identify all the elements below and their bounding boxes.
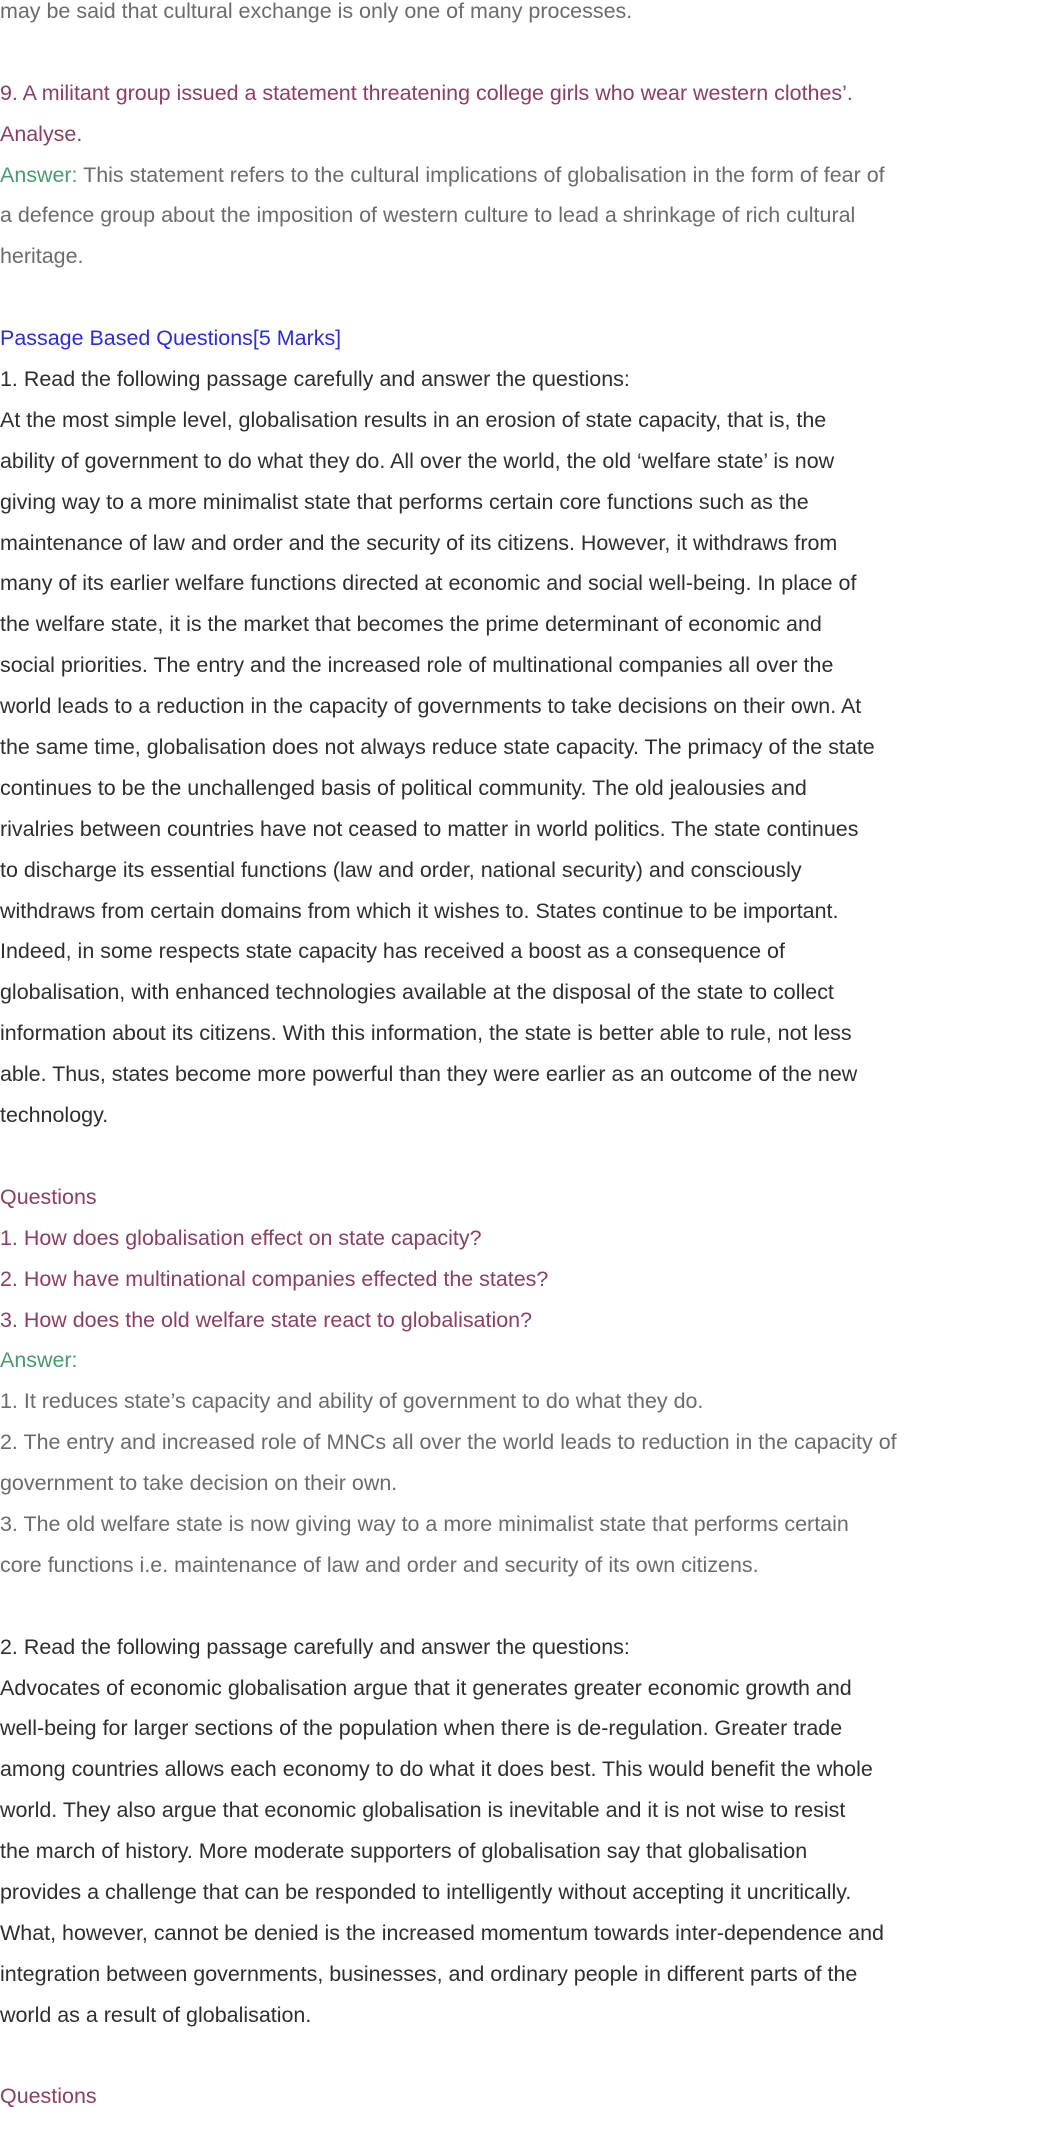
line-text: ability of government to do what they do. All over the world, the old ‘welfare state’ is now	[0, 448, 835, 473]
line-text: many of its earlier welfare functions directed at economic and social well-being. In place of	[0, 571, 857, 596]
text-line	[0, 1545, 1054, 1586]
text-line	[0, 1872, 1054, 1913]
text-line	[0, 236, 1054, 277]
line-text: among countries allows each economy to do what it does best. This would benefit the whole	[0, 1757, 873, 1782]
text-line	[0, 891, 1054, 932]
line-text: 1. How does globalisation effect on state capacity?	[0, 1225, 482, 1250]
line-text: 2. The entry and increased role of MNCs all over the world leads to reduction in the capacity of	[0, 1430, 897, 1455]
line-text: This statement refers to the cultural implications of globalisation in the form of fear of	[77, 162, 885, 187]
line-text: the same time, globalisation does not always reduce state capacity. The primacy of the state	[0, 735, 875, 760]
text-line	[0, 1668, 1054, 1709]
line-text: Indeed, in some respects state capacity has received a boost as a consequence of	[0, 939, 785, 964]
line-text: technology.	[0, 1103, 109, 1128]
line-text: Answer:	[0, 1348, 78, 1373]
line-text: information about its citizens. With this information, the state is better able to rule, not less	[0, 1021, 852, 1046]
text-line	[0, 195, 1054, 236]
line-text: 1. It reduces state’s capacity and ability of government to do what they do.	[0, 1389, 704, 1414]
line-text: may be said that cultural exchange is only one of many processes.	[0, 0, 633, 23]
passage-1-questions	[0, 1177, 1056, 1341]
line-text: Analyse.	[0, 121, 83, 146]
text-line	[0, 563, 1054, 604]
spacer	[0, 277, 1054, 318]
text-line	[0, 850, 1054, 891]
spacer	[0, 1586, 1054, 1627]
text-line	[0, 1790, 1054, 1831]
text-line	[0, 359, 1054, 400]
text-line	[0, 1708, 1054, 1749]
text-line	[0, 645, 1054, 686]
text-line	[0, 400, 1054, 441]
answer-9	[0, 155, 1056, 278]
line-text: world. They also argue that economic globalisation is inevitable and it is not wise to resist	[0, 1798, 846, 1823]
question-9	[0, 73, 1056, 155]
text-line	[0, 1259, 1054, 1300]
line-text: a defence group about the imposition of western culture to lead a shrinkage of rich cultural	[0, 203, 856, 228]
text-line	[0, 1218, 1054, 1259]
text-line	[0, 1995, 1054, 2036]
text-line	[0, 1013, 1054, 1054]
text-line	[0, 1831, 1054, 1872]
line-text: 2. How have multinational companies effected the states?	[0, 1266, 549, 1291]
section-heading	[0, 318, 1056, 359]
line-text: the welfare state, it is the market that becomes the prime determinant of economic and	[0, 612, 822, 637]
text-line	[0, 1627, 1054, 1668]
line-text: 3. The old welfare state is now giving way to a more minimalist state that performs certain	[0, 1511, 849, 1536]
text-line	[0, 318, 1054, 359]
passage-2-questions	[0, 2076, 1056, 2117]
text-line	[0, 809, 1054, 850]
text-line	[0, 523, 1054, 564]
line-text: social priorities. The entry and the increased role of multinational companies all over the	[0, 653, 834, 678]
line-text: world as a result of globalisation.	[0, 2002, 312, 2027]
line-text: globalisation, with enhanced technologies available at the disposal of the state to collect	[0, 980, 834, 1005]
line-text: Advocates of economic globalisation argue that it generates greater economic growth and	[0, 1675, 852, 1700]
text-line	[0, 1177, 1054, 1218]
line-text: continues to be the unchallenged basis of political community. The old jealousies and	[0, 775, 807, 800]
text-line	[0, 1913, 1054, 1954]
text-line	[0, 604, 1054, 645]
answer-label: Answer:	[0, 162, 78, 187]
text-line	[0, 482, 1054, 523]
line-text: 3. How does the old welfare state react to globalisation?	[0, 1307, 533, 1332]
line-text: the march of history. More moderate supporters of globalisation say that globalisation	[0, 1839, 808, 1864]
line-text: maintenance of law and order and the security of its citizens. However, it withdraws from	[0, 530, 838, 555]
text-line	[0, 0, 1054, 32]
line-text: heritage.	[0, 244, 84, 269]
text-line	[0, 686, 1054, 727]
text-line	[0, 114, 1054, 155]
line-text: able. Thus, states become more powerful than they were earlier as an outcome of the new	[0, 1062, 858, 1087]
line-text: What, however, cannot be denied is the increased momentum towards inter-dependence and	[0, 1920, 884, 1945]
spacer	[0, 2036, 1054, 2077]
text-line	[0, 73, 1054, 114]
line-text: withdraws from certain domains from which it wishes to. States continue to be important.	[0, 898, 839, 923]
text-line	[0, 1340, 1054, 1381]
line-text: Passage Based Questions[5 Marks]	[0, 326, 342, 351]
spacer	[0, 32, 1054, 73]
text-line	[0, 1054, 1054, 1095]
line-text: 2. Read the following passage carefully and answer the questions:	[0, 1634, 630, 1659]
text-line	[0, 768, 1054, 809]
line-text: giving way to a more minimalist state that performs certain core functions such as the	[0, 489, 809, 514]
text-line	[0, 155, 1054, 196]
line-text: well-being for larger sections of the population when there is de-regulation. Greater trade	[0, 1716, 843, 1741]
line-text: world leads to a reduction in the capacity of governments to take decisions on their own. At	[0, 694, 862, 719]
text-line	[0, 1954, 1054, 1995]
answer-heading	[0, 1340, 1056, 1381]
text-line	[0, 1095, 1054, 1136]
previous-answer-end	[0, 0, 1056, 32]
line-text: rivalries between countries have not ceased to matter in world politics. The state continues	[0, 816, 859, 841]
line-text: to discharge its essential functions (law and order, national security) and consciously	[0, 857, 802, 882]
passage-2	[0, 1627, 1056, 2036]
passage-1-answers	[0, 1381, 1056, 1585]
line-text: core functions i.e. maintenance of law and order and security of its own citizens.	[0, 1552, 759, 1577]
line-text: provides a challenge that can be responded to intelligently without accepting it uncritically.	[0, 1879, 852, 1904]
line-text: At the most simple level, globalisation results in an erosion of state capacity, that is, the	[0, 407, 827, 432]
text-line	[0, 2076, 1054, 2117]
text-line	[0, 931, 1054, 972]
text-line	[0, 1381, 1054, 1422]
line-text: Questions	[0, 2084, 97, 2109]
line-text: 1. Read the following passage carefully and answer the questions:	[0, 367, 630, 392]
text-line	[0, 1749, 1054, 1790]
line-text: 9. A militant group issued a statement threatening college girls who wear western clothes’.	[0, 80, 853, 105]
text-line	[0, 972, 1054, 1013]
line-text: government to take decision on their own.	[0, 1471, 398, 1496]
line-text: Questions	[0, 1184, 97, 1209]
text-line	[0, 1504, 1054, 1545]
text-line	[0, 727, 1054, 768]
passage-1	[0, 359, 1056, 1136]
spacer	[0, 1136, 1054, 1177]
line-text: integration between governments, businesses, and ordinary people in different parts of the	[0, 1961, 858, 1986]
text-line	[0, 441, 1054, 482]
text-line	[0, 1422, 1054, 1463]
text-line	[0, 1463, 1054, 1504]
text-line	[0, 1300, 1054, 1341]
